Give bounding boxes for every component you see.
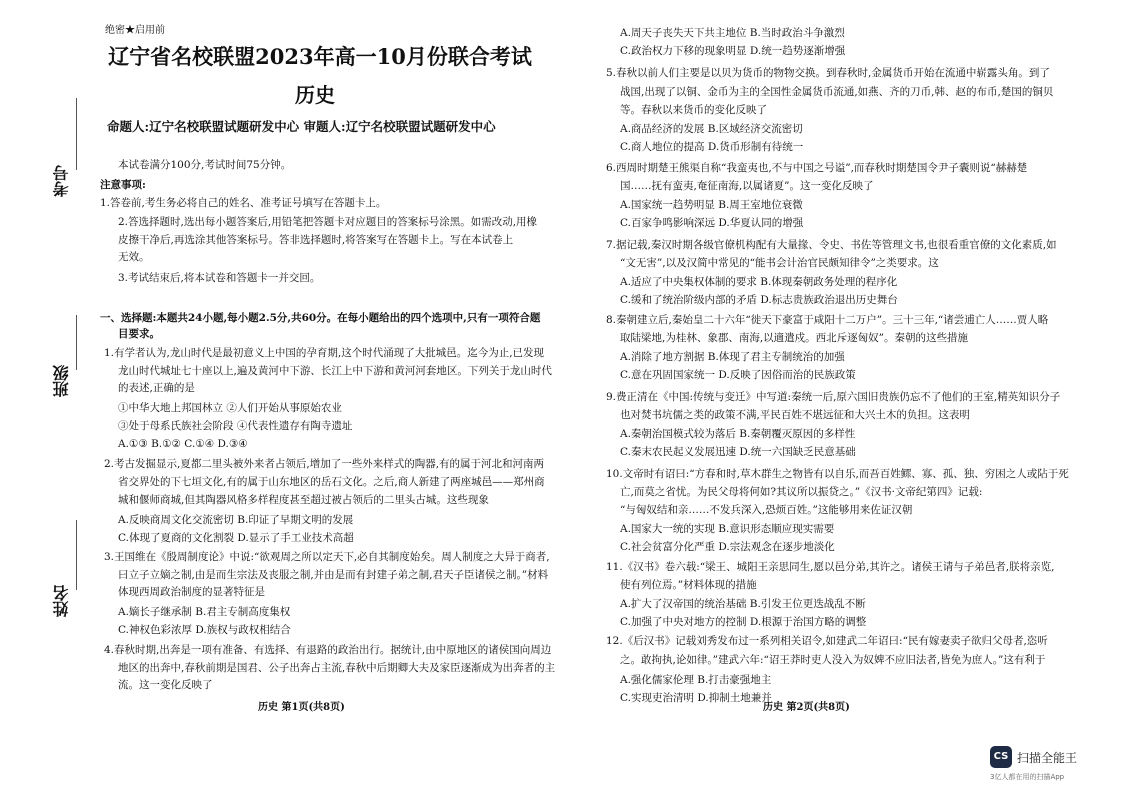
confidential-mark: 绝密★启用前 <box>105 25 165 36</box>
right-text-line: 7.据记载,秦汉时期各级官僚机构配有大量掾、令史、书佐等管理文书,也很看重官僚的文化素质,如 <box>606 239 1057 251</box>
left-text-line: 本试卷满分100分,考试时间75分钟。 <box>118 159 292 171</box>
left-text-line: 龙山时代城址七十座以上,遍及黄河中下游、长江上中下游和黄河河套地区。下列关于龙山时代 <box>118 365 552 377</box>
left-text-line: 3.王国维在《殷周制度论》中说:“欲观周之所以定天下,必自其制度始矣。周人制度之大异于商者, <box>104 551 550 563</box>
right-text-line: “与匈奴结和亲……不发兵深入,恐烦百姓。”这能够用来佐证汉朝 <box>620 504 913 516</box>
left-text-line: 3.考试结束后,将本试卷和答题卡一并交回。 <box>118 272 321 284</box>
left-text-line: 曰立子立嫡之制,由是而生宗法及丧服之制,并由是而有封建子弟之制,君天子臣诸侯之制。”材料 <box>118 569 549 581</box>
right-text-line: A.适应了中央集权体制的要求 B.体现秦朝政务处理的程序化 <box>620 276 898 288</box>
left-text-line: ③处于母系氏族社会阶段 ④代表性遗存有陶寺遗址 <box>118 420 353 432</box>
right-text-line: C.加强了中央对地方的控制 D.根源于治国方略的调整 <box>620 616 867 628</box>
right-text-line: A.商品经济的发展 B.区域经济交流密切 <box>620 123 803 135</box>
right-text-line: C.政治权力下移的现象明显 D.统一趋势逐渐增强 <box>620 45 846 57</box>
right-text-line: A.秦朝治国模式较为落后 B.秦朝覆灭原因的多样性 <box>620 428 856 440</box>
left-text-line: 流。这一变化反映了 <box>118 679 213 691</box>
left-text-line: 省交界处的下七垣文化,有的属于山东地区的岳石文化。之后,商人新建了两座城邑——郑州商 <box>118 476 545 488</box>
exam-number-label: 考号 <box>52 165 71 197</box>
left-text-line: A.嫡长子继承制 B.君主专制高度集权 <box>118 606 291 618</box>
left-text-line: A.反映商周文化交流密切 B.印证了早期文明的发展 <box>118 514 354 526</box>
right-text-line: A.国家大一统的实现 B.意识形态顺应现实需要 <box>620 523 835 535</box>
exam-number-line <box>76 98 77 170</box>
left-text-line: 4.春秋时期,出奔是一项有准备、有选择、有退路的政治出行。据统计,由中原地区的诸侯国向周边 <box>104 644 552 656</box>
left-text-line: 一、选择题:本题共24小题,每小题2.5分,共60分。在每小题给出的四个选项中,只有一项符合题 <box>100 312 541 324</box>
left-text-line: 2.答选择题时,选出每小题答案后,用铅笔把答题卡对应题目的答案标号涂黑。如需改动,用橡 <box>118 216 538 228</box>
right-text-line: 取陆梁地,为桂林、象郡、南海,以適遣戍。西北斥逐匈奴”。秦朝的这些措施 <box>620 332 969 344</box>
right-text-line: 亡,而莫之省忧。为民父母将何如?其议所以振贷之。”《汉书·文帝纪第四》记载: <box>620 486 983 498</box>
left-text-line: 的表述,正确的是 <box>118 382 195 394</box>
watermark-name: 扫描全能王 <box>1017 751 1078 765</box>
right-text-line: 之。敢拘执,论如律。”建武六年:“诏王莽时吏人没入为奴婢不应旧法者,皆免为庶人。”这有利于 <box>620 654 1046 666</box>
left-page-footer: 历史 第1页(共8页) <box>258 702 345 713</box>
right-text-line: 5.春秋以前人们主要是以贝为货币的物物交换。到春秋时,金属货币开始在流通中崭露头角。到了 <box>606 67 1050 79</box>
left-text-line: 皮擦干净后,再选涂其他答案标号。答非选择题时,将答案写在答题卡上。写在本试卷上 <box>118 234 514 246</box>
right-text-line: 11.《汉书》卷六载:“梁王、城阳王亲思同生,愿以邑分弟,其许之。诸侯王请与子弟邑者,朕将亲览, <box>606 561 1055 573</box>
right-text-line: 等。春秋以来货币的变化反映了 <box>620 104 767 116</box>
scanner-watermark <box>990 746 1120 786</box>
right-text-line: 8.秦朝建立后,秦始皇二十六年“徙天下豪富于咸阳十二万户”。三十三年,“诸尝逋亡人……贾人略 <box>606 314 1049 326</box>
right-text-line: 国……抚有蛮夷,奄征南海,以属诸夏”。这一变化反映了 <box>620 180 874 192</box>
left-text-line: 城和偃师商城,但其陶器风格多样程度甚至超过被占领后的二里头古城。这些现象 <box>118 494 489 506</box>
left-text-line: A.①③ B.①② C.①④ D.③④ <box>118 438 248 450</box>
right-text-line: C.实现吏治清明 D.抑制土地兼并 <box>620 692 772 704</box>
right-text-line: C.社会贫富分化严重 D.宗法观念在逐步地淡化 <box>620 541 835 553</box>
right-text-line: 6.西周时期楚王熊渠自称“我蛮夷也,不与中国之号谥”,而春秋时期楚国令尹子囊则说“赫赫楚 <box>606 162 1028 174</box>
class-label: 班级 <box>52 365 71 397</box>
right-text-line: 9.费正清在《中国:传统与变迁》中写道:秦统一后,原六国旧贵族仍忘不了他们的王室,精英知识分子 <box>606 391 1061 403</box>
left-text-line: 2.考古发掘显示,夏都二里头被外来者占领后,增加了一些外来样式的陶器,有的属于河北和河南两 <box>104 458 545 470</box>
right-text-line: A.国家统一趋势明显 B.周王室地位衰微 <box>620 199 803 211</box>
right-text-line: “文无害”,以及汉简中常见的“能书会计治官民颇知律令”之类要求。这 <box>620 257 939 269</box>
left-text-line: 注意事项: <box>100 179 146 191</box>
right-text-line: A.强化儒家伦理 B.打击豪强地主 <box>620 674 772 686</box>
name-line <box>76 520 77 590</box>
authors-line: 命题人:辽宁名校联盟试题研发中心 审题人:辽宁名校联盟试题研发中心 <box>107 119 496 134</box>
name-label: 姓名 <box>52 585 71 617</box>
watermark-subtitle: 3亿人都在用的扫描App <box>990 773 1065 781</box>
camscanner-logo-icon: CS <box>990 746 1012 768</box>
subject-title: 历史 <box>295 83 335 107</box>
left-text-line: 无效。 <box>118 251 150 263</box>
left-text-line: ①中华大地上邦国林立 ②人们开始从事原始农业 <box>118 402 342 414</box>
right-page-footer: 历史 第2页(共8页) <box>763 702 850 713</box>
right-text-line: A.扩大了汉帝国的统治基础 B.引发王位更迭战乱不断 <box>620 598 866 610</box>
right-text-line: C.百家争鸣影响深远 D.华夏认同的增强 <box>620 217 804 229</box>
left-text-line: 1.答卷前,考生务必将自己的姓名、准考证号填写在答题卡上。 <box>100 197 387 209</box>
right-text-line: A.周天子丧失天下共主地位 B.当时政治斗争激烈 <box>620 27 845 39</box>
right-text-line: 10.文帝时有诏曰:“方春和时,草木群生之物皆有以自乐,而吾百姓鳏、寡、孤、独、穷困之人或阽于死 <box>606 468 1069 480</box>
right-text-line: C.缓和了统治阶级内部的矛盾 D.标志贵族政治退出历史舞台 <box>620 294 898 306</box>
class-line <box>76 315 77 370</box>
exam-title: 辽宁省名校联盟2023年高一10月份联合考试 <box>108 44 532 69</box>
right-text-line: C.秦末农民起义发展迅速 D.统一六国缺乏民意基础 <box>620 446 856 458</box>
right-text-line: C.商人地位的提高 D.货币形制有待统一 <box>620 141 804 153</box>
left-text-line: 目要求。 <box>118 328 160 340</box>
left-text-line: 地区的出奔中,春秋前期是国君、公子出奔占主流,春秋中后期卿大夫及家臣逐渐成为出奔者的主 <box>118 662 556 674</box>
right-text-line: 战国,出现了以铜、金币为主的全国性金属货币流通,如燕、齐的刀币,韩、赵的布币,楚国的铜贝 <box>620 86 1054 98</box>
left-text-line: 体现西周政治制度的显著特征是 <box>118 586 265 598</box>
right-text-line: 12.《后汉书》记载刘秀发布过一系列相关诏令,如建武二年诏曰:“民有嫁妻卖子欲归父母者,恣听 <box>606 635 1048 647</box>
right-text-line: 使有列位焉。”材料体现的措施 <box>620 579 757 591</box>
left-text-line: C.体现了夏商的文化割裂 D.显示了手工业技术高超 <box>118 532 354 544</box>
right-text-line: 也对焚书坑儒之类的政策不满,平民百姓不堪远征和大兴土木的负担。这表明 <box>620 409 970 421</box>
left-text-line: C.神权色彩浓厚 D.族权与政权相结合 <box>118 624 291 636</box>
right-text-line: A.消除了地方割据 B.体现了君主专制统治的加强 <box>620 351 845 363</box>
right-text-line: C.意在巩固国家统一 D.反映了因俗而治的民族政策 <box>620 369 856 381</box>
left-text-line: 1.有学者认为,龙山时代是最初意义上中国的孕育期,这个时代涌现了大批城邑。迄今为止,已发现 <box>104 347 545 359</box>
